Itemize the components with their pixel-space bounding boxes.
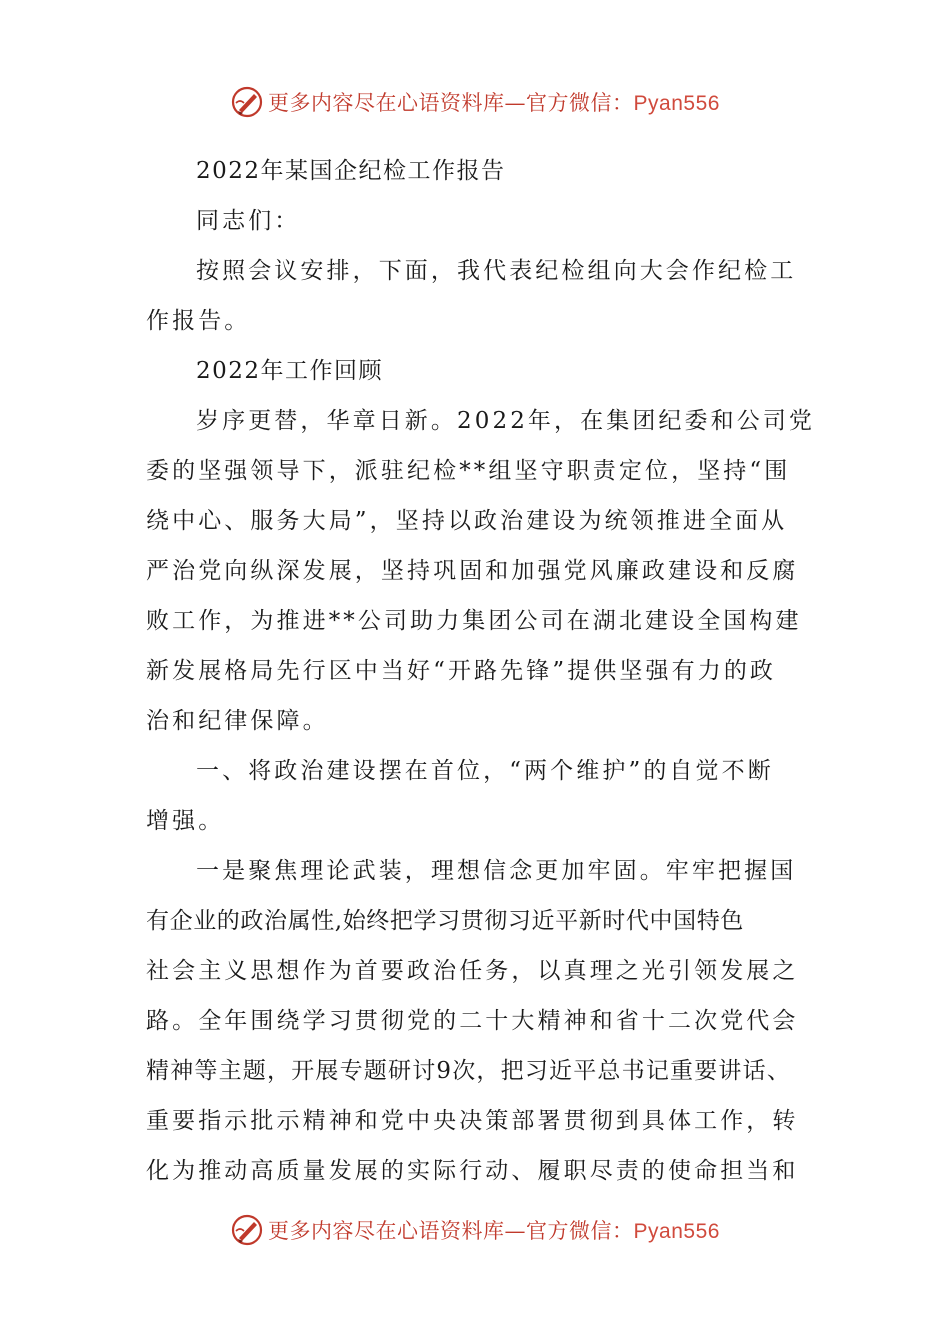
document-title: 2022年某国企纪检工作报告 — [196, 158, 506, 184]
wechat-id: Pyan556 — [633, 1220, 720, 1243]
paragraph-line: 有企业的政治属性,始终把学习贯彻习近平新时代中国特色 — [146, 908, 744, 934]
paragraph-line: 精神等主题，开展专题研讨9次，把习近平总书记重要讲话、 — [146, 1058, 792, 1084]
paragraph-line: 岁序更替，华章日新。2022年，在集团纪委和公司党 — [196, 408, 816, 434]
watermark-text: 更多内容尽在心语资料库—官方微信：Pyan556 — [268, 1219, 720, 1243]
document-body — [146, 146, 816, 1196]
section-heading: 一、将政治建设摆在首位，“两个维护”的自觉不断 — [196, 758, 774, 784]
watermark-text: 更多内容尽在心语资料库—官方微信：Pyan556 — [268, 91, 720, 115]
paragraph-line: 增强。 — [146, 808, 225, 834]
pen-logo-icon — [230, 85, 264, 119]
paragraph-line: 委的坚强领导下，派驻纪检**组坚守职责定位，坚持“围 — [146, 458, 791, 484]
paragraph-line: 作报告。 — [146, 308, 251, 334]
paragraph-line: 按照会议安排，下面，我代表纪检组向大会作纪检工 — [196, 258, 797, 284]
paragraph-line: 一是聚焦理论武装，理想信念更加牢固。牢牢把握国 — [196, 858, 797, 884]
paragraph-line: 路。全年围绕学习贯彻党的二十大精神和省十二次党代会 — [146, 1008, 799, 1034]
paragraph-line: 严治党向纵深发展，坚持巩固和加强党风廉政建设和反腐 — [146, 558, 799, 584]
wechat-id: Pyan556 — [633, 92, 720, 115]
salutation: 同志们： — [196, 208, 301, 234]
paragraph-line: 新发展格局先行区中当好“开路先锋”提供坚强有力的政 — [146, 658, 777, 684]
paragraph-line: 绕中心、服务大局”，坚持以政治建设为统领推进全面从 — [146, 508, 788, 534]
paragraph-line: 重要指示批示精神和党中央决策部署贯彻到具体工作，转 — [146, 1108, 799, 1134]
paragraph-line: 社会主义思想作为首要政治任务，以真理之光引领发展之 — [146, 958, 799, 984]
pen-logo-icon — [230, 1213, 264, 1247]
paragraph-line: 败工作，为推进**公司助力集团公司在湖北建设全国构建 — [146, 608, 802, 634]
footer-watermark — [0, 1210, 950, 1250]
paragraph-line: 化为推动高质量发展的实际行动、履职尽责的使命担当和 — [146, 1158, 799, 1184]
paragraph-line: 治和纪律保障。 — [146, 708, 329, 734]
header-watermark — [0, 82, 950, 122]
section-heading: 2022年工作回顾 — [196, 358, 384, 384]
